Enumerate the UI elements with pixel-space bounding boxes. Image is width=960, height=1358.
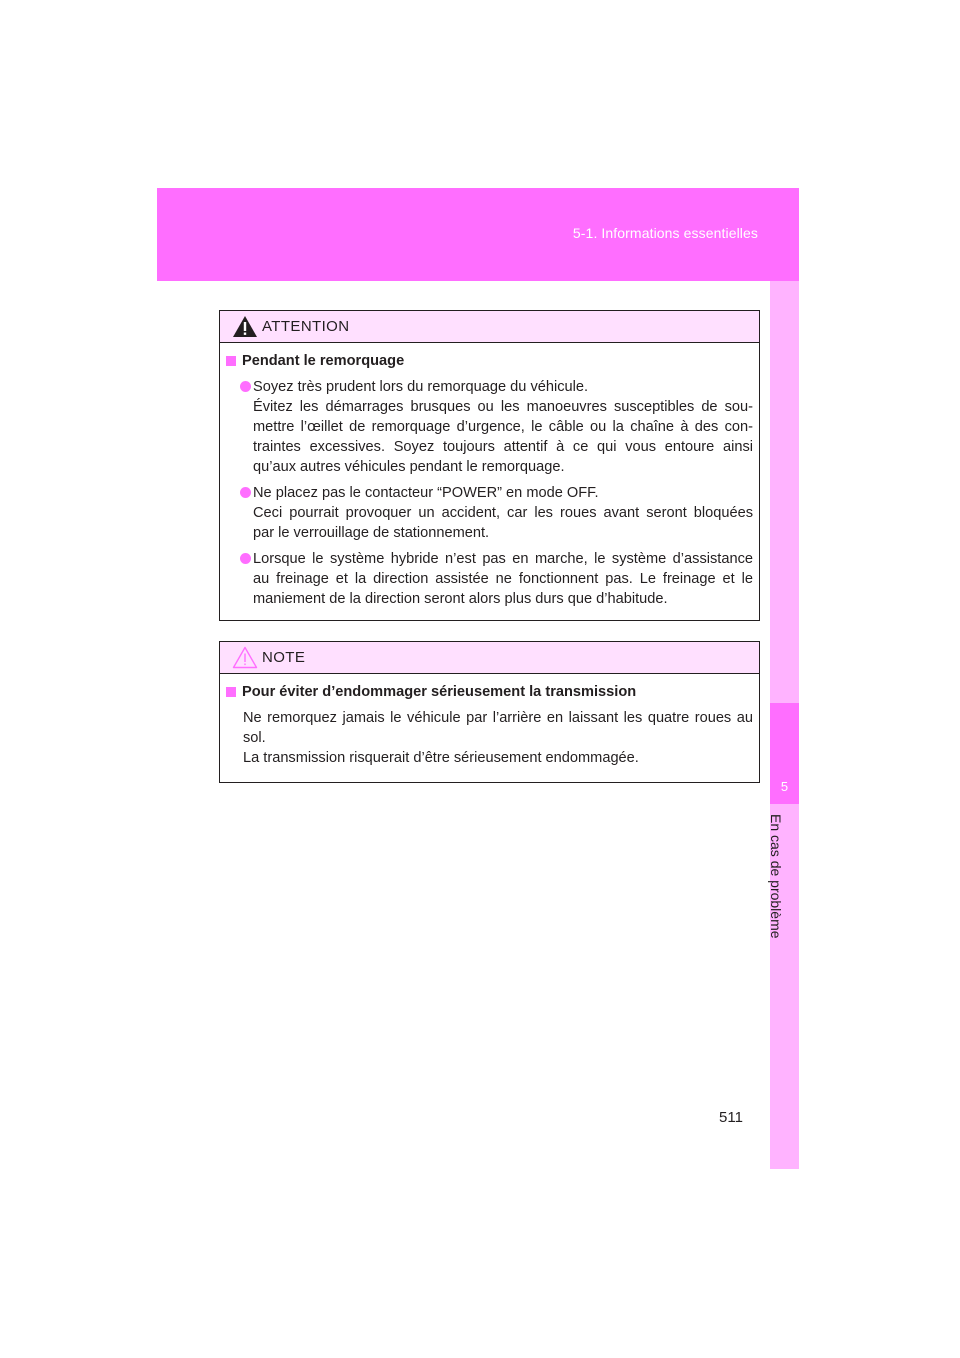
note-line: sol. [243, 730, 266, 746]
side-tab-upper [770, 281, 799, 703]
circle-bullet-icon [240, 381, 251, 392]
note-line: La transmission risquerait d’être sérieusement endommagée. [243, 750, 639, 766]
page-number: 511 [719, 1109, 743, 1126]
chapter-title: En cas de problème [768, 814, 784, 939]
attention-bullet-2 [226, 483, 753, 543]
note-title: NOTE [262, 649, 306, 666]
note-heading-text: Pour éviter d’endommager sérieusement la transmission [242, 684, 637, 700]
attention-bullet-3 [226, 549, 753, 609]
circle-bullet-icon [240, 487, 251, 498]
attention-bullet-1 [226, 377, 753, 477]
bullet-line: Ceci pourrait provoquer un accident, car les roues avant seront bloquées [253, 505, 753, 521]
bullet-line: Ne placez pas le contacteur “POWER” en mode OFF. [253, 485, 599, 501]
note-heading [226, 682, 753, 702]
bullet-line: Lorsque le système hybride n’est pas en marche, le système d’assistance [253, 551, 753, 567]
bullet-line: Soyez très prudent lors du remorquage du véhicule. [253, 379, 589, 395]
side-tab-lower [770, 804, 799, 1169]
attention-title: ATTENTION [262, 318, 350, 335]
note-paragraph [226, 708, 753, 768]
attention-heading [226, 351, 753, 371]
bullet-line: Évitez les démarrages brusques ou les manoeuvres susceptibles de sou- [253, 399, 753, 415]
circle-bullet-icon [240, 553, 251, 564]
square-bullet-icon [226, 687, 236, 697]
bullet-line: qu’aux autres véhicules pendant le remorquage. [253, 459, 565, 475]
section-header-band [157, 188, 799, 281]
section-label: 5-1. Informations essentielles [572, 225, 758, 241]
note-line: Ne remorquez jamais le véhicule par l’arrière en laissant les quatre roues au [243, 710, 753, 726]
bullet-line: traintes excessives. Soyez toujours attentif à ce qui vous entoure ainsi [253, 439, 753, 455]
bullet-line: mettre l’œillet de remorquage d’urgence, le câble ou la chaîne à des con- [253, 419, 753, 435]
attention-box [219, 310, 760, 621]
note-box [219, 641, 760, 783]
warning-filled-icon [232, 315, 258, 338]
chapter-number: 5 [780, 779, 789, 794]
caution-outline-icon [232, 646, 258, 669]
bullet-line: maniement de la direction seront alors plus durs que d’habitude. [253, 591, 668, 607]
square-bullet-icon [226, 356, 236, 366]
bullet-line: au freinage et la direction assistée ne fonctionnent pas. Le freinage et le [253, 571, 753, 587]
chapter-tab [770, 703, 799, 804]
bullet-line: par le verrouillage de stationnement. [253, 525, 490, 541]
note-header [220, 642, 759, 674]
attention-header [220, 311, 759, 343]
attention-heading-text: Pendant le remorquage [242, 353, 405, 369]
